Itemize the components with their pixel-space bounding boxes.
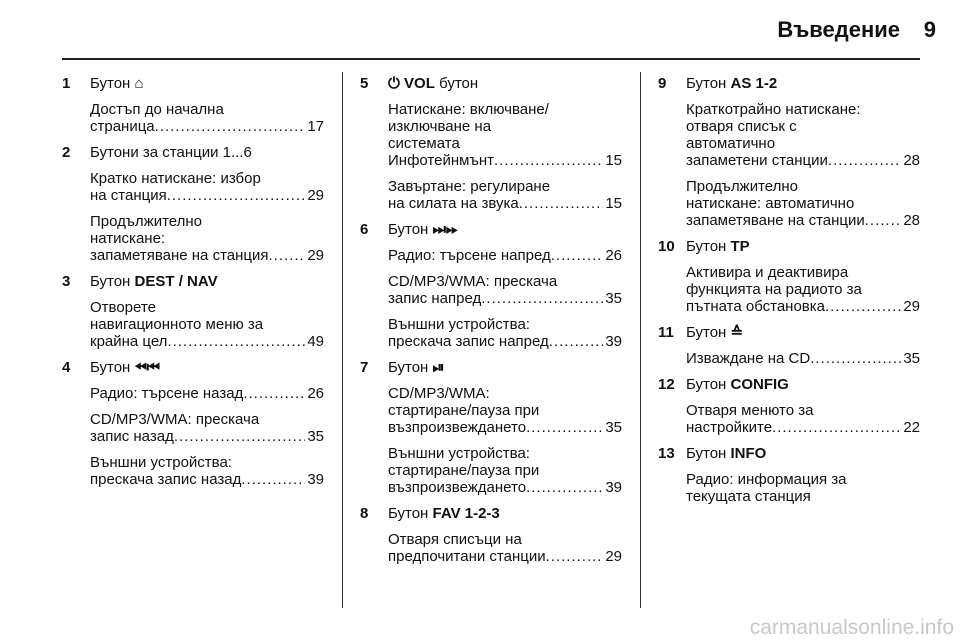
button-name: DEST / NAV xyxy=(134,273,218,290)
reference-text: на станция xyxy=(90,187,167,204)
item-title xyxy=(90,359,324,376)
reference-text: страница xyxy=(90,118,155,135)
reference-text: запис назад xyxy=(90,428,174,445)
reference-text: Радио: търсене напред xyxy=(388,247,551,264)
list-item xyxy=(360,75,622,212)
page-ref-number: 29 xyxy=(903,298,920,315)
page-reference xyxy=(90,187,324,204)
leader-dots xyxy=(828,152,901,169)
list-item xyxy=(658,445,920,505)
list-item xyxy=(658,376,920,436)
description xyxy=(686,471,920,505)
list-item xyxy=(658,238,920,315)
page-reference xyxy=(388,195,622,212)
item-title xyxy=(90,273,324,290)
description-line: Външни устройства: xyxy=(388,316,530,333)
description-line: Външни устройства: xyxy=(90,454,232,471)
page-title: Въведение xyxy=(777,17,900,42)
seek-back-icon: ⏪︎⏮︎ xyxy=(134,359,161,376)
page-ref-number: 26 xyxy=(605,247,622,264)
description xyxy=(90,454,324,488)
page-reference xyxy=(90,428,324,445)
button-name: INFO xyxy=(730,445,767,462)
eject-icon: ≙ xyxy=(730,324,744,341)
column-divider xyxy=(342,72,343,608)
description xyxy=(388,385,622,436)
description xyxy=(388,178,622,212)
leader-dots xyxy=(167,187,306,204)
page-ref-number: 15 xyxy=(605,195,622,212)
description xyxy=(388,247,622,264)
description-line: текущата станция xyxy=(686,488,811,505)
page-reference xyxy=(686,350,920,367)
button-name: TP xyxy=(730,238,750,255)
item-title xyxy=(388,359,622,376)
item-title xyxy=(686,324,920,341)
description xyxy=(388,273,622,307)
item-number: 4 xyxy=(62,359,71,376)
item-title xyxy=(90,144,324,161)
reference-text: Радио: търсене назад xyxy=(90,385,244,402)
description-line: Достъп до начална xyxy=(90,101,224,118)
item-number: 10 xyxy=(658,238,675,255)
leader-dots xyxy=(481,290,603,307)
item-number: 13 xyxy=(658,445,675,462)
page-reference xyxy=(686,419,920,436)
item-label: Бутон xyxy=(388,359,429,376)
item-label: Бутон xyxy=(686,75,727,92)
description-line: натискане: автоматично xyxy=(686,195,855,212)
description-line: Отваря списъци на xyxy=(388,531,522,548)
item-number: 8 xyxy=(360,505,369,522)
list-item xyxy=(360,359,622,496)
description xyxy=(686,264,920,315)
leader-dots xyxy=(551,247,604,264)
reference-text: крайна цел xyxy=(90,333,168,350)
reference-text: предпочитани станции xyxy=(388,548,546,565)
description xyxy=(90,299,324,350)
description-line: Завъртане: регулиране xyxy=(388,178,551,195)
leader-dots xyxy=(865,212,902,229)
description xyxy=(90,101,324,135)
page-reference xyxy=(686,212,920,229)
header-divider xyxy=(62,58,920,60)
description-line: Продължително xyxy=(686,178,799,195)
column-middle xyxy=(360,75,622,574)
reference-text: Изваждане на CD xyxy=(686,350,811,367)
description-line: стартиране/пауза при xyxy=(388,462,540,479)
leader-dots xyxy=(526,479,603,496)
item-label: Бутон xyxy=(686,324,727,341)
item-number: 11 xyxy=(658,324,674,341)
description-line: автоматично xyxy=(686,135,776,152)
leader-dots xyxy=(494,152,603,169)
description-line: Натискане: включване/ xyxy=(388,101,549,118)
description-line: Отваря менюто за xyxy=(686,402,814,419)
description xyxy=(90,170,324,204)
watermark: carmanualsonline.info xyxy=(749,616,954,639)
page-reference xyxy=(388,419,622,436)
description xyxy=(90,213,324,264)
page-ref-number: 29 xyxy=(307,247,324,264)
item-title xyxy=(388,75,622,92)
button-name: AS 1-2 xyxy=(730,75,778,92)
reference-text: прескача запис назад xyxy=(90,471,242,488)
leader-dots xyxy=(243,385,305,402)
leader-dots xyxy=(167,333,305,350)
leader-dots xyxy=(241,471,305,488)
description-line: Радио: информация за xyxy=(686,471,847,488)
item-number: 6 xyxy=(360,221,369,238)
description-line: Кратко натискане: избор xyxy=(90,170,261,187)
page-reference xyxy=(388,548,622,565)
button-name: FAV 1-2-3 xyxy=(432,505,500,522)
page-ref-number: 28 xyxy=(903,152,920,169)
item-title xyxy=(90,75,324,92)
description-line: CD/MP3/WMA: xyxy=(388,385,490,402)
page-ref-number: 29 xyxy=(605,548,622,565)
description xyxy=(686,101,920,169)
page-ref-number: 39 xyxy=(307,471,324,488)
description xyxy=(388,531,622,565)
description-line: Краткотрайно натискане: xyxy=(686,101,861,118)
leader-dots xyxy=(810,350,901,367)
page-ref-number: 35 xyxy=(307,428,324,445)
item-number: 5 xyxy=(360,75,369,92)
list-item xyxy=(658,75,920,229)
leader-dots xyxy=(772,419,901,436)
column-divider xyxy=(640,72,641,608)
description-line: отваря списък с xyxy=(686,118,797,135)
description xyxy=(90,385,324,402)
description-line: изключване на xyxy=(388,118,492,135)
description-line: CD/MP3/WMA: прескача xyxy=(90,411,260,428)
leader-dots xyxy=(155,118,306,135)
reference-text: запаметени станции xyxy=(686,152,828,169)
item-title xyxy=(686,445,920,462)
item-title xyxy=(686,376,920,393)
column-left xyxy=(62,75,324,497)
page-reference xyxy=(90,471,324,488)
item-label: Бутон xyxy=(388,505,429,522)
reference-text: пътната обстановка xyxy=(686,298,826,315)
description-line: Активира и деактивира xyxy=(686,264,849,281)
play-pause-icon: ⏯︎ xyxy=(432,359,445,376)
page-ref-number: 49 xyxy=(307,333,324,350)
description xyxy=(686,402,920,436)
page-reference xyxy=(388,479,622,496)
page-reference xyxy=(686,152,920,169)
page-ref-number: 35 xyxy=(605,419,622,436)
page-ref-number: 17 xyxy=(307,118,324,135)
list-item xyxy=(360,505,622,565)
page-reference xyxy=(388,152,622,169)
description xyxy=(90,411,324,445)
list-item xyxy=(62,273,324,350)
item-title xyxy=(388,221,622,238)
item-number: 1 xyxy=(62,75,71,92)
page-ref-number: 39 xyxy=(605,333,622,350)
item-number: 3 xyxy=(62,273,71,290)
page-ref-number: 29 xyxy=(307,187,324,204)
page-ref-number: 22 xyxy=(903,419,920,436)
item-label: бутон xyxy=(439,75,479,92)
list-item xyxy=(360,221,622,350)
item-label: Бутон xyxy=(388,221,429,238)
reference-text: прескача запис напред xyxy=(388,333,549,350)
leader-dots xyxy=(526,419,603,436)
item-title xyxy=(686,75,920,92)
leader-dots xyxy=(546,548,604,565)
reference-text: на силата на звука xyxy=(388,195,519,212)
description-line: Отворете xyxy=(90,299,156,316)
description xyxy=(388,445,622,496)
item-label: Бутон xyxy=(686,376,727,393)
item-label: Бутон xyxy=(90,75,131,92)
description xyxy=(686,350,920,367)
reference-text: Инфотейнмънт xyxy=(388,152,494,169)
power-icon: ⏻ xyxy=(388,75,400,92)
description xyxy=(388,101,622,169)
reference-text: възпроизвеждането xyxy=(388,419,527,436)
description-line: натискане: xyxy=(90,230,166,247)
page-number: 9 xyxy=(923,17,936,42)
item-number: 12 xyxy=(658,376,675,393)
description-line: стартиране/пауза при xyxy=(388,402,540,419)
page-reference xyxy=(90,333,324,350)
item-number: 7 xyxy=(360,359,369,376)
page-ref-number: 26 xyxy=(307,385,324,402)
button-name: VOL xyxy=(404,75,435,92)
reference-text: настройките xyxy=(686,419,773,436)
leader-dots xyxy=(174,428,305,445)
item-label: Бутон xyxy=(686,238,727,255)
seek-forward-icon: ⏭︎⏩︎ xyxy=(432,221,459,238)
item-title xyxy=(686,238,920,255)
description-line: CD/MP3/WMA: прескача xyxy=(388,273,558,290)
page-header xyxy=(0,0,960,62)
description-line: Продължително xyxy=(90,213,203,230)
page-ref-number: 35 xyxy=(605,290,622,307)
description-line: системата xyxy=(388,135,460,152)
item-number: 2 xyxy=(62,144,71,161)
list-item xyxy=(62,75,324,135)
leader-dots xyxy=(519,195,604,212)
reference-text: запаметяване на станции xyxy=(686,212,865,229)
description xyxy=(686,178,920,229)
leader-dots xyxy=(268,247,305,264)
list-item xyxy=(62,359,324,488)
column-right xyxy=(658,75,920,514)
reference-text: запаметяване на станция xyxy=(90,247,269,264)
reference-text: възпроизвеждането xyxy=(388,479,527,496)
leader-dots xyxy=(549,333,604,350)
home-icon: ⌂ xyxy=(134,75,144,92)
button-name: CONFIG xyxy=(730,376,789,393)
page-reference xyxy=(90,118,324,135)
page-reference xyxy=(388,333,622,350)
page-reference xyxy=(90,385,324,402)
item-title xyxy=(388,505,622,522)
description-line: Външни устройства: xyxy=(388,445,530,462)
page-reference xyxy=(388,290,622,307)
item-label: Бутон xyxy=(90,273,131,290)
page-reference xyxy=(686,298,920,315)
page-ref-number: 35 xyxy=(903,350,920,367)
page-ref-number: 28 xyxy=(903,212,920,229)
page-reference xyxy=(388,247,622,264)
item-label: Бутон xyxy=(90,359,131,376)
page-ref-number: 39 xyxy=(605,479,622,496)
item-label: Бутон xyxy=(686,445,727,462)
item-number: 9 xyxy=(658,75,667,92)
item-label: Бутони за станции 1...6 xyxy=(90,144,252,161)
description-line: навигационното меню за xyxy=(90,316,264,333)
page-reference xyxy=(90,247,324,264)
leader-dots xyxy=(825,298,901,315)
description xyxy=(388,316,622,350)
reference-text: запис напред xyxy=(388,290,482,307)
list-item xyxy=(658,324,920,367)
description-line: функцията на радиото за xyxy=(686,281,862,298)
list-item xyxy=(62,144,324,264)
page-ref-number: 15 xyxy=(605,152,622,169)
